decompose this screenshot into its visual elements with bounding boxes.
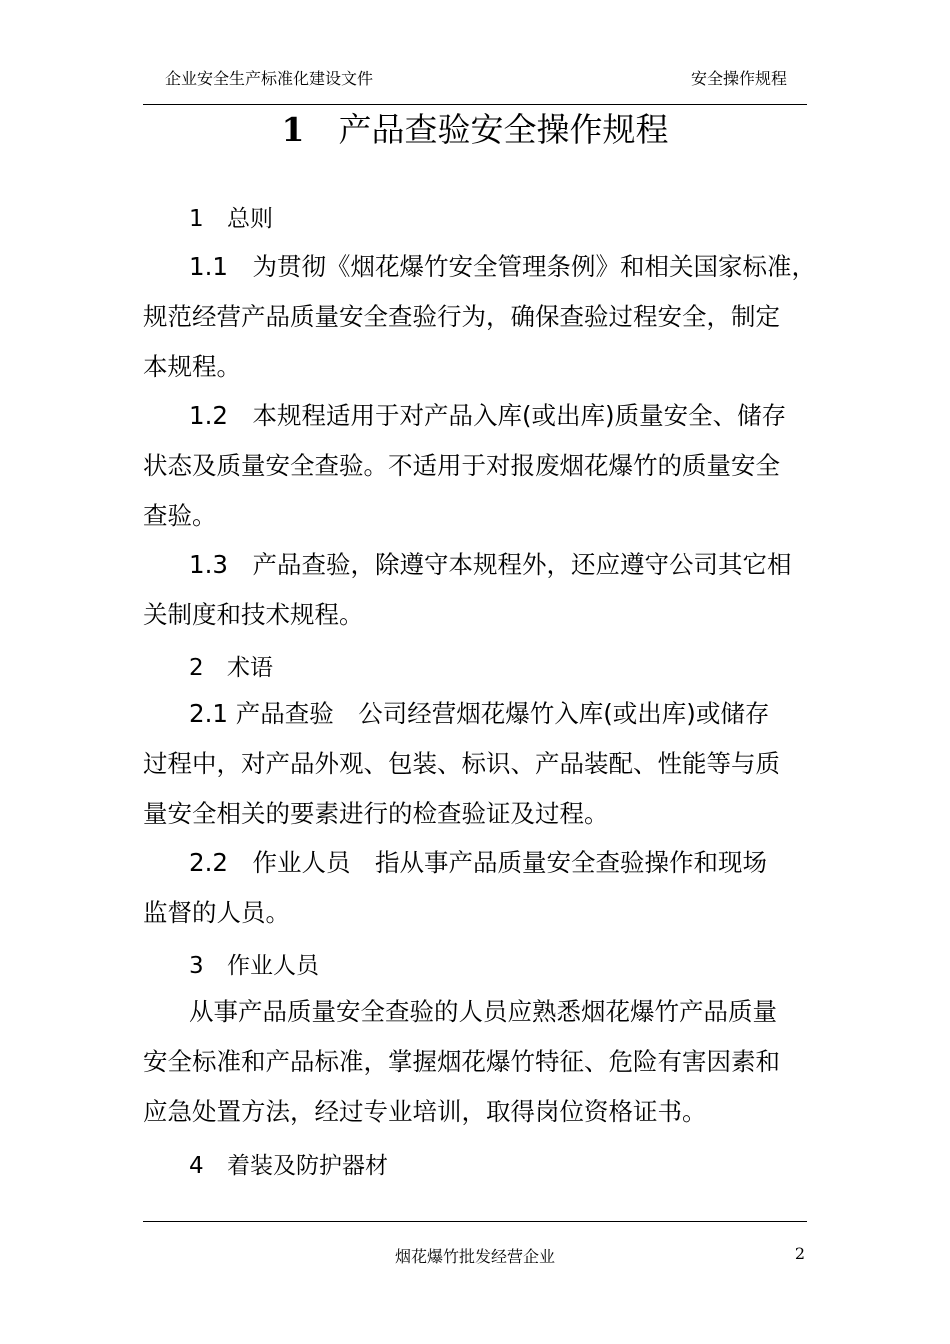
section-number: 4 bbox=[189, 1153, 204, 1179]
title-number: 1 bbox=[281, 110, 305, 149]
paragraph-line: 过程中，对产品外观、包装、标识、产品装配、性能等与质 bbox=[143, 749, 780, 778]
section-heading bbox=[189, 1151, 388, 1181]
section-title: 总则 bbox=[227, 206, 273, 232]
paragraph-2-2 bbox=[143, 838, 809, 938]
paragraph-line: 本规程。 bbox=[143, 352, 241, 381]
paragraph-line: 1.3 产品查验，除遵守本规程外，还应遵守公司其它相 bbox=[189, 550, 792, 579]
footer-rule bbox=[143, 1221, 807, 1222]
paragraph-line: 应急处置方法，经过专业培训，取得岗位资格证书。 bbox=[143, 1097, 707, 1126]
paragraph-line: 量安全相关的要素进行的检查验证及过程。 bbox=[143, 799, 609, 828]
paragraph-line: 安全标准和产品标准，掌握烟花爆竹特征、危险有害因素和 bbox=[143, 1047, 780, 1076]
paragraph-3 bbox=[143, 987, 809, 1137]
paragraph-line: 2.1 产品查验 公司经营烟花爆竹入库(或出库)或储存 bbox=[189, 699, 770, 728]
section-heading bbox=[189, 204, 273, 234]
document-title bbox=[143, 108, 807, 152]
section-title: 作业人员 bbox=[227, 953, 319, 979]
section-title: 术语 bbox=[227, 655, 273, 681]
header-rule bbox=[143, 104, 807, 105]
paragraph-line: 1.2 本规程适用于对产品入库(或出库)质量安全、储存 bbox=[189, 401, 787, 430]
paragraph-1-2 bbox=[143, 391, 809, 541]
section-title: 着装及防护器材 bbox=[227, 1153, 388, 1179]
paragraph-line: 关制度和技术规程。 bbox=[143, 600, 364, 629]
paragraph-line: 1.1 为贯彻《烟花爆竹安全管理条例》和相关国家标准， bbox=[189, 252, 816, 281]
header-left-text: 企业安全生产标准化建设文件 bbox=[165, 69, 374, 88]
section-number: 2 bbox=[189, 655, 204, 681]
paragraph-line: 查验。 bbox=[143, 501, 217, 530]
paragraph-1-1 bbox=[143, 242, 816, 392]
title-text: 产品查验安全操作规程 bbox=[338, 110, 669, 149]
paragraph-line: 2.2 作业人员 指从事产品质量安全查验操作和现场 bbox=[189, 848, 767, 877]
paragraph-line: 监督的人员。 bbox=[143, 898, 290, 927]
section-number: 3 bbox=[189, 953, 204, 979]
paragraph-line: 从事产品质量安全查验的人员应熟悉烟花爆竹产品质量 bbox=[189, 997, 777, 1026]
page-number: 2 bbox=[794, 1244, 805, 1263]
footer-company-text: 烟花爆竹批发经营企业 bbox=[394, 1247, 555, 1266]
section-heading bbox=[189, 951, 319, 981]
page-header bbox=[143, 66, 807, 92]
paragraph-1-3 bbox=[143, 540, 809, 640]
section-number: 1 bbox=[189, 206, 204, 232]
header-right-text: 安全操作规程 bbox=[690, 69, 787, 88]
paragraph-line: 规范经营产品质量安全查验行为，确保查验过程安全，制定 bbox=[143, 302, 780, 331]
paragraph-line: 状态及质量安全查验。不适用于对报废烟花爆竹的质量安全 bbox=[143, 451, 780, 480]
paragraph-2-1 bbox=[143, 689, 809, 839]
section-heading bbox=[189, 653, 273, 683]
